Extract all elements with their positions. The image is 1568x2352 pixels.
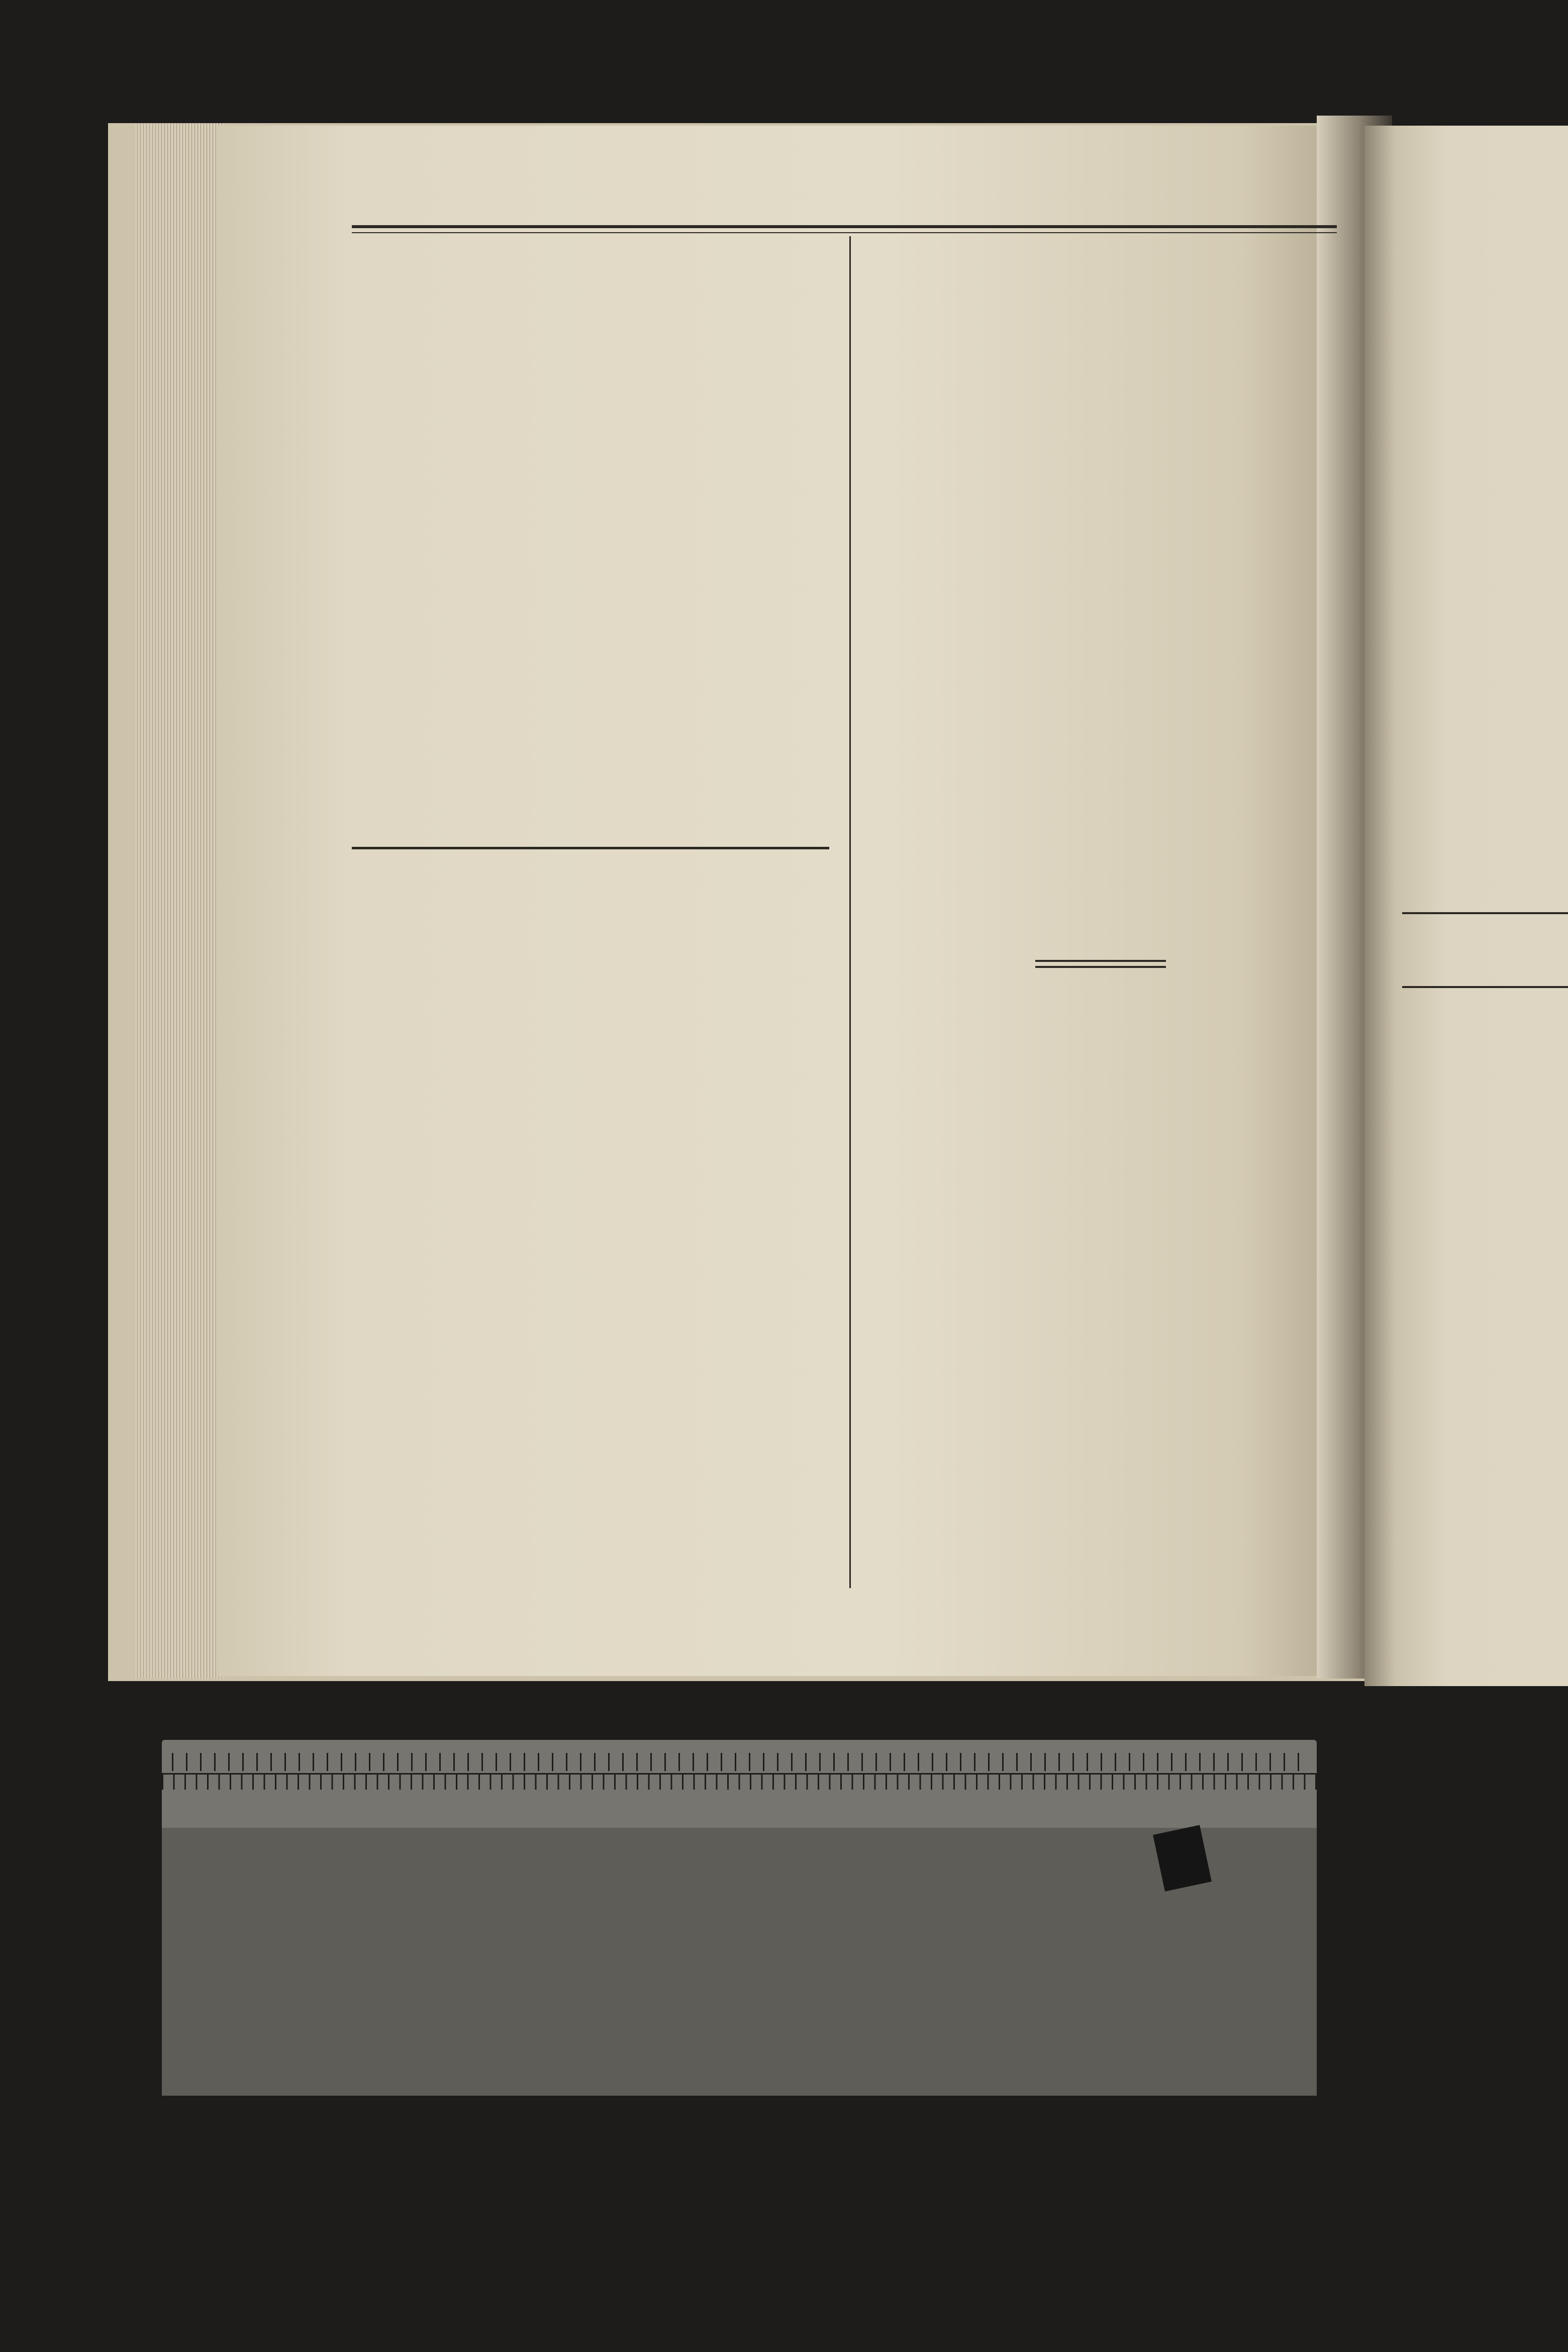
left-column-text (352, 241, 829, 834)
page-edges (136, 123, 224, 1679)
article-body-2 (864, 1015, 1334, 1337)
right-page-rule-2 (1402, 986, 1568, 988)
article-subhead (352, 905, 829, 930)
right-page-subhead (1492, 1010, 1568, 1040)
section-rule-top (352, 847, 829, 849)
column-divider (849, 236, 851, 1588)
colour-chart-body (162, 1828, 1317, 2096)
running-head (739, 173, 1000, 214)
colour-chart-title (452, 1812, 854, 1857)
article-subhead-2 (864, 983, 1334, 1010)
article-body (352, 932, 829, 1586)
header-rule-thin (352, 232, 1337, 233)
header-rule (352, 225, 1337, 228)
inch-ticks (172, 1753, 1312, 1771)
right-page-section-title (1411, 927, 1568, 980)
ornament-rule (1035, 960, 1166, 962)
cm-ticks (162, 1775, 1317, 1790)
right-column-text (864, 241, 1334, 955)
address-text (864, 1339, 1334, 1415)
article-body-closing (864, 1417, 1334, 1588)
section-title (352, 852, 829, 905)
page-number (387, 171, 457, 211)
right-page (1364, 126, 1568, 1686)
right-page-rule (1402, 912, 1568, 914)
ornament-rule-2 (1035, 966, 1166, 968)
